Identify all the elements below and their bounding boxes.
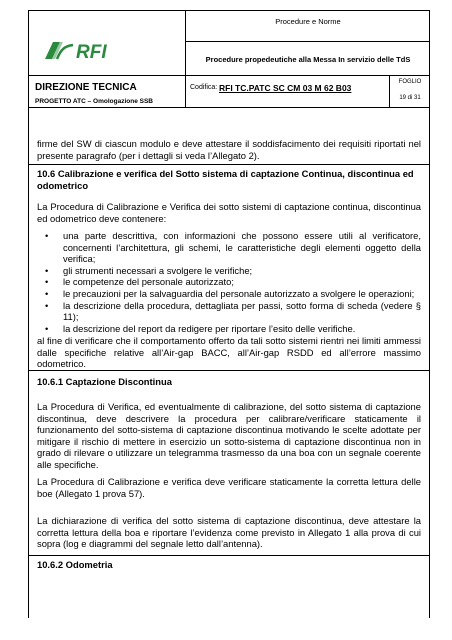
section-rule — [29, 555, 429, 556]
procedure-title: Procedure propedeutiche alla Messa In servizio delle TdS — [205, 55, 411, 64]
requirements-list — [37, 230, 421, 334]
list-item: • la descrizione del report da redigere per riportare l’esito delle verifiche. — [45, 322, 356, 334]
rfi-logo-icon — [43, 37, 123, 63]
foglio-value: 19 di 31 — [399, 95, 421, 101]
foglio-label: FOGLIO — [398, 79, 422, 85]
section-heading-10-6-1: 10.6.1 Captazione Discontinua — [37, 376, 172, 387]
codifica-cell — [186, 75, 390, 108]
foglio-cell — [390, 75, 430, 108]
project-title: PROGETTO ATC – Omologazione SSB — [35, 98, 153, 105]
codifica-value: RFI TC.PATC SC CM 03 M 62 B03 — [219, 83, 352, 93]
procedure-label: Procedure e Norme — [275, 17, 341, 26]
list-item: • le precauzioni per la salvaguardia del personale autorizzato a svolgere le operazioni; — [45, 287, 415, 299]
direction-cell — [29, 75, 186, 108]
section-heading-10-6-2: 10.6.2 Odometria — [37, 559, 113, 570]
section-10-6-paragraph: La Procedura di Calibrazione e Verifica dei sotto sistemi di captazione continua, discontinua ed odometrico deve contenere: — [37, 201, 421, 224]
list-item: • una parte descrittiva, con informazioni che possono essere utili al verificatore, concernenti l’architettura, gli schemi, le caratteristiche degli elementi oggetto della verifica; — [45, 230, 421, 265]
section-heading-10-6: 10.6 Calibrazione e verifica del Sotto sistema di captazione Continua, discontinua ed odometrico — [37, 168, 414, 191]
list-item: • le competenze del personale autorizzato; — [45, 276, 234, 288]
direction-title: DIREZIONE TECNICA — [35, 82, 137, 93]
section-10-6-1-paragraph-2: La Procedura di Calibrazione e verifica deve verificare staticamente la corretta lettura delle boe (Allegato 1 prova 57). — [37, 476, 421, 499]
section-rule — [29, 164, 429, 165]
intro-paragraph: firme del SW di ciascun modulo e deve attestare il soddisfacimento dei requisiti riportati nel presente paragrafo (per i dettagli si veda l’Allegato 2). — [37, 138, 421, 161]
codifica-label: Codifica: — [190, 84, 218, 91]
procedure-cell — [186, 11, 430, 75]
document-header — [28, 10, 430, 108]
logo-text: RFI — [76, 42, 107, 63]
logo-cell — [29, 11, 186, 75]
list-item: • gli strumenti necessari a svolgere le verifiche; — [45, 264, 253, 276]
section-10-6-closing: al fine di verificare che il comportamento offerto da tali sotto sistemi rientri nei limiti ammessi dalle specifiche relative all’Air-gap BACC, all’Air-gap RSDD ed all’errore massimo odometrico. — [37, 335, 421, 370]
section-rule — [29, 370, 429, 371]
header-divider — [186, 41, 430, 42]
section-10-6-1-paragraph-3: La dichiarazione di verifica del sotto sistema di captazione discontinua, deve attestare la corretta lettura della boa e riportare l’evidenza come previsto in Allegato 1 alla prova di cui sopra (log e diagrammi del segnale letto dall’antenna). — [37, 515, 421, 550]
section-10-6-1-paragraph-1: La Procedura di Verifica, ed eventualmente di calibrazione, del sotto sistema di captazione discontinua, deve descrivere la procedura per calibrare/verificare staticamente il funzionamento del sotto-sistema di captazione discontinua motivando le scelte adottate per mitigare il rischio di mettere in esercizio un sotto-sistema di captazione discontinua non in grado di rilevare o utilizzare un telegramma trasmesso da una boa con un segnale coerente alle specifiche. — [37, 401, 421, 470]
rfi-logo — [43, 37, 123, 63]
document-body — [28, 108, 430, 618]
list-item: • la descrizione della procedura, dettagliata per passi, sotto forma di scheda (vedere § 11); — [45, 299, 421, 323]
